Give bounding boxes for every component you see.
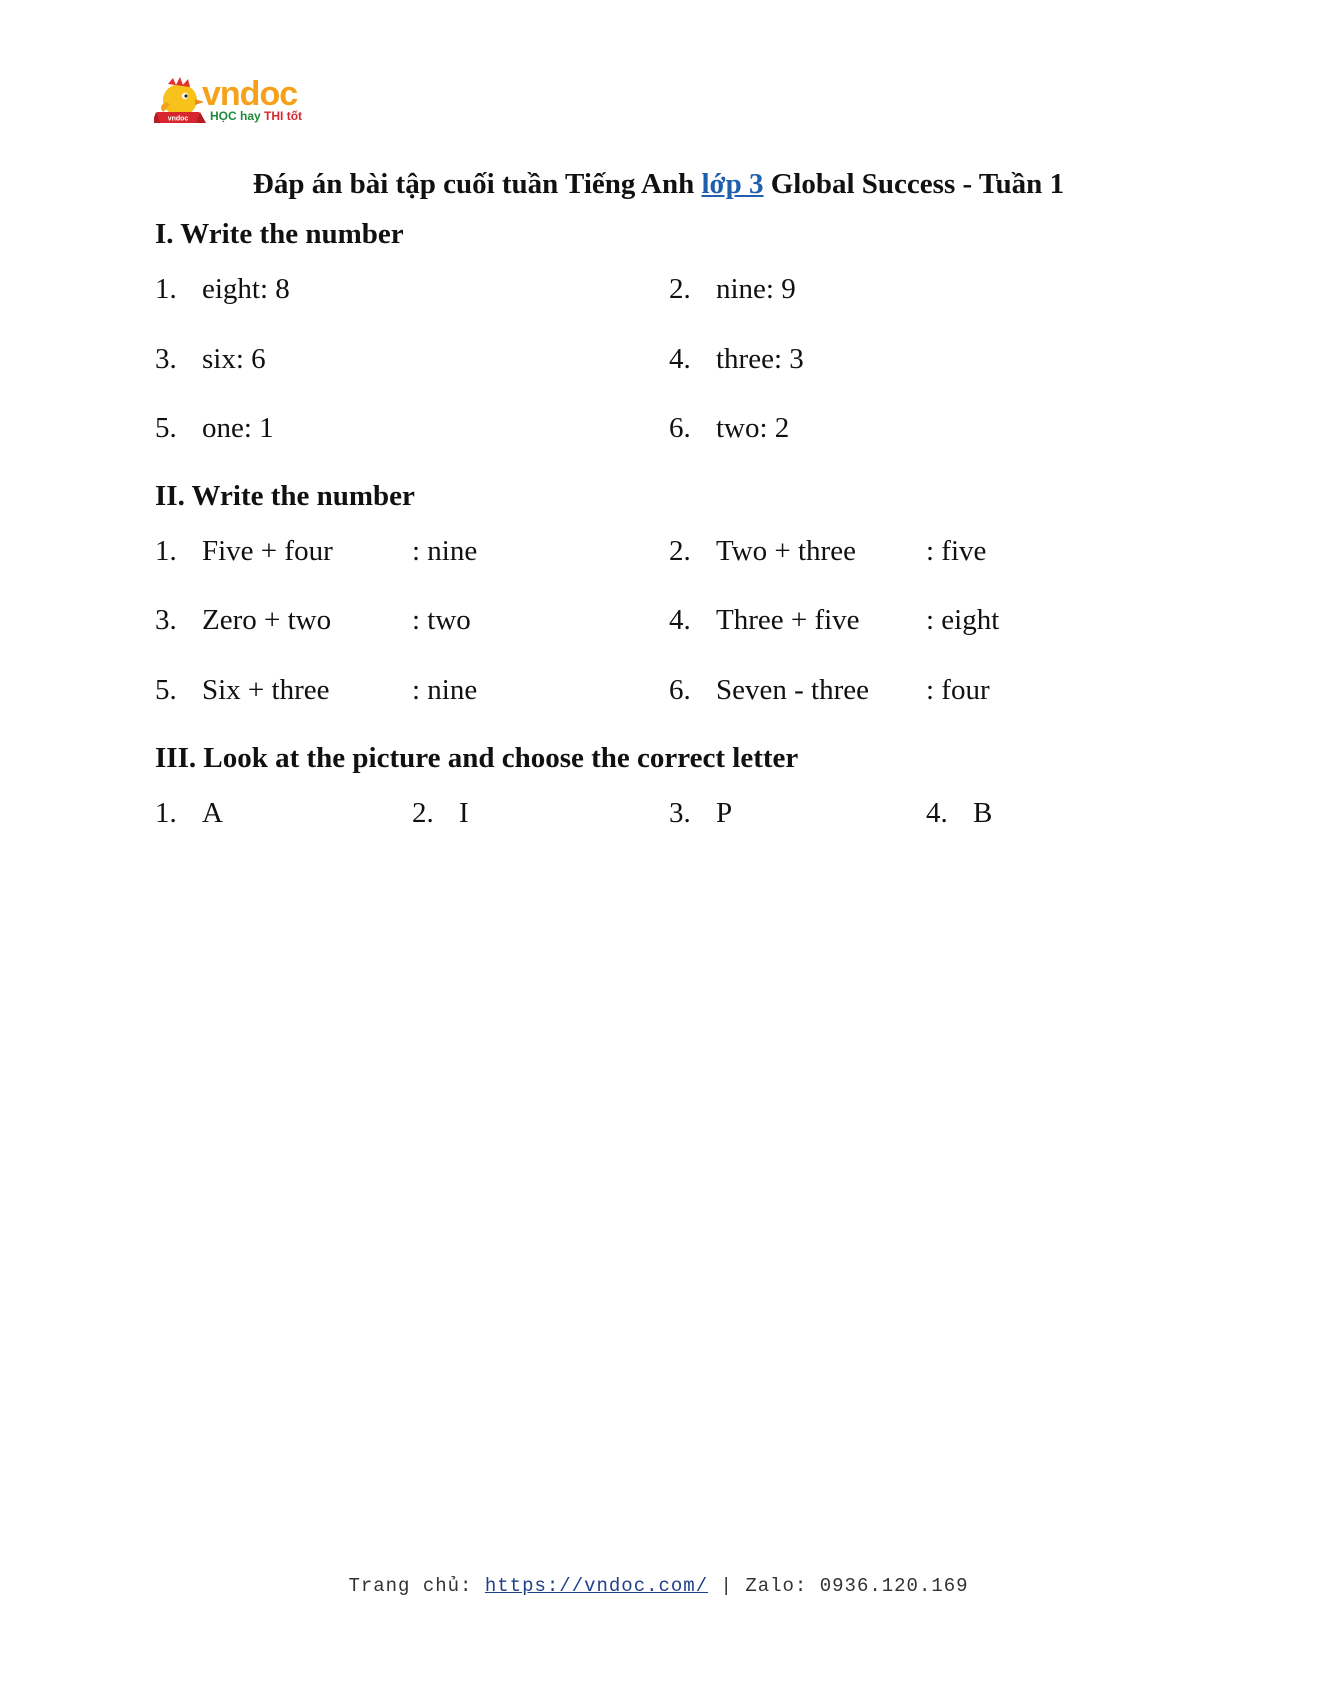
section-2-item-1 (155, 533, 333, 569)
title-prefix: Đáp án bài tập cuối tuần Tiếng Anh (252, 168, 695, 200)
footer-zalo: Zalo: 0936.120.169 (745, 1575, 969, 1597)
chicken-mascot-icon (154, 76, 206, 126)
section-2-answer-4: : eight (926, 604, 1000, 636)
title-link-lop3[interactable]: lớp 3 (701, 168, 764, 200)
section-1-heading: I. Write the number (155, 218, 404, 250)
section-3-item-2 (412, 795, 469, 831)
item-number: 4. (926, 797, 948, 829)
item-expression: Three + five (716, 604, 860, 636)
section-1-item-3 (155, 341, 266, 377)
footer-label: Trang chủ: (348, 1575, 473, 1597)
item-answer: two: 2 (716, 412, 790, 444)
item-answer: P (716, 797, 733, 829)
item-number: 1. (155, 535, 177, 567)
section-2-item-3 (155, 602, 331, 638)
item-expression: Seven - three (716, 674, 869, 706)
item-number: 6. (669, 674, 691, 706)
item-number: 2. (669, 535, 691, 567)
title-suffix: Global Success - Tuần 1 (770, 168, 1065, 200)
section-1-item-6 (669, 410, 789, 446)
logo-tagline-part1: HỌC hay (210, 109, 261, 123)
section-2-answer-5: : nine (412, 674, 478, 706)
section-1-item-5 (155, 410, 274, 446)
logo-tagline (210, 109, 302, 123)
item-answer: A (202, 797, 223, 829)
section-2-answer-2: : five (926, 535, 987, 567)
item-answer: six: 6 (202, 343, 266, 375)
footer-homepage-link[interactable]: https://vndoc.com/ (484, 1575, 709, 1597)
item-number: 3. (155, 604, 177, 636)
section-2-item-6 (669, 672, 869, 708)
page-footer (0, 1574, 1317, 1598)
item-number: 1. (155, 273, 177, 305)
item-number: 2. (412, 797, 434, 829)
section-2-heading: II. Write the number (155, 480, 415, 512)
item-answer: three: 3 (716, 343, 804, 375)
section-3-item-3 (669, 795, 732, 831)
item-expression: Two + three (716, 535, 856, 567)
section-2-answer-3: : two (412, 604, 471, 636)
item-number: 1. (155, 797, 177, 829)
section-1-item-2 (669, 271, 796, 307)
item-expression: Zero + two (202, 604, 332, 636)
section-1-item-1 (155, 271, 290, 307)
section-2-item-2 (669, 533, 856, 569)
item-number: 5. (155, 674, 177, 706)
logo-badge: vndoc (167, 115, 189, 123)
section-2-answer-6: : four (926, 674, 990, 706)
item-number: 3. (669, 797, 691, 829)
item-expression: Five + four (202, 535, 333, 567)
item-number: 6. (669, 412, 691, 444)
vndoc-logo[interactable] (154, 76, 324, 128)
item-answer: eight: 8 (202, 273, 290, 305)
item-number: 3. (155, 343, 177, 375)
item-answer: B (973, 797, 993, 829)
item-number: 2. (669, 273, 691, 305)
section-3-item-1 (155, 795, 223, 831)
section-3-item-4 (926, 795, 992, 831)
section-1-item-4 (669, 341, 804, 377)
item-number: 5. (155, 412, 177, 444)
section-2-item-4 (669, 602, 860, 638)
logo-wordmark: vndoc (202, 75, 298, 113)
item-answer: one: 1 (202, 412, 274, 444)
footer-separator: | (720, 1575, 733, 1597)
logo-tagline-part2: THI tốt (264, 109, 303, 123)
page-title (0, 166, 1317, 202)
section-2-item-5 (155, 672, 330, 708)
item-number: 4. (669, 604, 691, 636)
item-number: 4. (669, 343, 691, 375)
item-expression: Six + three (202, 674, 330, 706)
section-2-answer-1: : nine (412, 535, 478, 567)
section-3-heading: III. Look at the picture and choose the correct letter (155, 742, 799, 774)
item-answer: nine: 9 (716, 273, 796, 305)
item-answer: I (459, 797, 469, 829)
